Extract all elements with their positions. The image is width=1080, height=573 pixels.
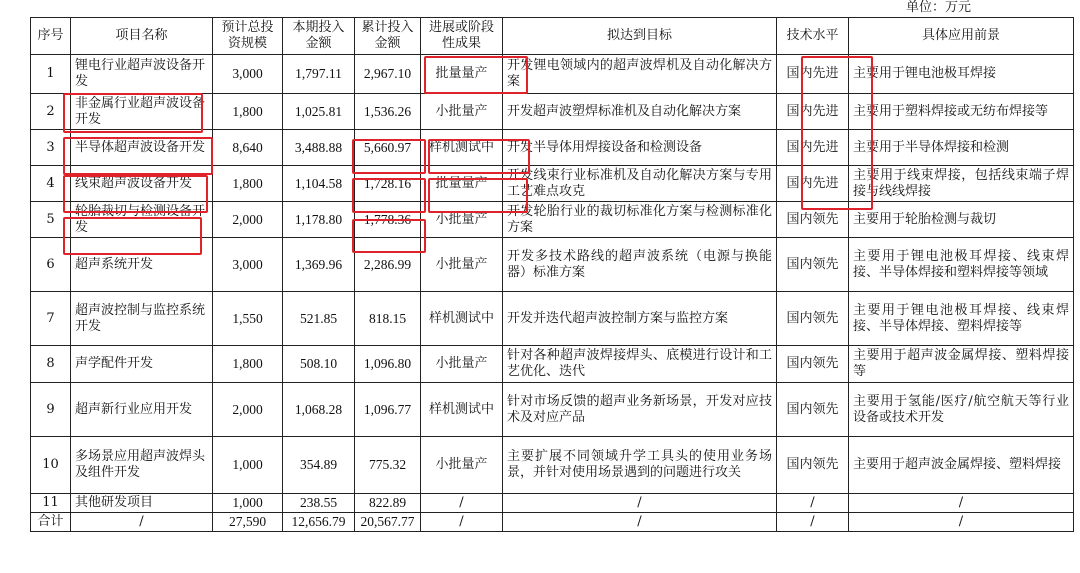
target-cell: 开发锂电领域内的超声波焊机及自动化解决方案 (503, 55, 777, 94)
target-cell: 开发线束行业标准机及自动化解决方案与专用工艺难点攻克 (503, 166, 777, 202)
application-cell: 主要用于超声波金属焊接、塑料焊接等 (849, 346, 1074, 383)
application-cell: 主要用于锂电池极耳焊接 (849, 55, 1074, 94)
planned-investment-cell: 1,800 (213, 94, 283, 130)
planned-investment-cell: 1,000 (213, 437, 283, 494)
planned-investment-cell: 2,000 (213, 202, 283, 238)
target-cell: / (503, 494, 777, 513)
application-cell: 主要用于线束焊接，包括线束端子焊接与线线焊接 (849, 166, 1074, 202)
project-name-cell: / (71, 513, 213, 532)
row-index-cell: 9 (31, 383, 71, 437)
row-index-cell: 4 (31, 166, 71, 202)
planned-investment-cell: 3,000 (213, 238, 283, 292)
progress-status-cell: / (421, 494, 503, 513)
progress-status-cell: 小批量产 (421, 346, 503, 383)
row-index-cell: 2 (31, 94, 71, 130)
tech-level-cell: 国内领先 (777, 292, 849, 346)
tech-level-cell: 国内领先 (777, 202, 849, 238)
progress-status-cell: 小批量产 (421, 202, 503, 238)
cumulative-investment-cell: 1,728.16 (355, 166, 421, 202)
project-name-cell: 超声新行业应用开发 (71, 383, 213, 437)
project-name-cell: 半导体超声波设备开发 (71, 130, 213, 166)
current-investment-cell: 1,178.80 (283, 202, 355, 238)
tech-level-cell: 国内先进 (777, 94, 849, 130)
header-project-name: 项目名称 (71, 18, 213, 55)
target-cell: 开发半导体用焊接设备和检测设备 (503, 130, 777, 166)
progress-status-cell: 样机测试中 (421, 292, 503, 346)
header-tech-level: 技术水平 (777, 18, 849, 55)
progress-status-cell: 批量量产 (421, 166, 503, 202)
planned-investment-cell: 2,000 (213, 383, 283, 437)
target-cell: 开发多技术路线的超声波系统（电源与换能器）标准方案 (503, 238, 777, 292)
tech-level-cell: 国内领先 (777, 346, 849, 383)
application-cell: 主要用于塑料焊接或无纺布焊接等 (849, 94, 1074, 130)
project-name-cell: 多场景应用超声波焊头及组件开发 (71, 437, 213, 494)
project-name-cell: 声学配件开发 (71, 346, 213, 383)
application-cell: 主要用于锂电池极耳焊接、线束焊接、半导体焊接、塑料焊接等 (849, 292, 1074, 346)
rd-projects-table (30, 17, 1074, 532)
target-cell: / (503, 513, 777, 532)
row-index-cell: 11 (31, 494, 71, 513)
application-cell: 主要用于锂电池极耳焊接、线束焊接、半导体焊接和塑料焊接等领域 (849, 238, 1074, 292)
row-index-cell: 6 (31, 238, 71, 292)
project-name-cell: 线束超声波设备开发 (71, 166, 213, 202)
row-index-cell: 8 (31, 346, 71, 383)
target-cell: 主要扩展不同领域升学工具头的使用业务场景，并针对使用场景遇到的问题进行攻关 (503, 437, 777, 494)
cumulative-investment-cell: 1,536.26 (355, 94, 421, 130)
tech-level-cell: 国内先进 (777, 130, 849, 166)
planned-investment-cell: 1,800 (213, 166, 283, 202)
total-row (31, 513, 1074, 532)
current-investment-cell: 1,025.81 (283, 94, 355, 130)
target-cell: 针对各种超声波焊接焊头、底模进行设计和工艺优化、迭代 (503, 346, 777, 383)
current-investment-cell: 508.10 (283, 346, 355, 383)
cumulative-investment-cell: 20,567.77 (355, 513, 421, 532)
current-investment-cell: 3,488.88 (283, 130, 355, 166)
current-investment-cell: 354.89 (283, 437, 355, 494)
project-name-cell: 超声系统开发 (71, 238, 213, 292)
application-cell: 主要用于超声波金属焊接、塑料焊接 (849, 437, 1074, 494)
current-investment-cell: 1,104.58 (283, 166, 355, 202)
project-name-cell: 轮胎裁切与检测设备开发 (71, 202, 213, 238)
target-cell: 针对市场反馈的超声业务新场景，开发对应技术及对应产品 (503, 383, 777, 437)
table-row (31, 94, 1074, 130)
cumulative-investment-cell: 775.32 (355, 437, 421, 494)
unit-label: 单位：万元 (906, 0, 972, 15)
progress-status-cell: 样机测试中 (421, 383, 503, 437)
header-index: 序号 (31, 18, 71, 55)
progress-status-cell: 小批量产 (421, 437, 503, 494)
row-index-cell: 7 (31, 292, 71, 346)
project-name-cell: 超声波控制与监控系统开发 (71, 292, 213, 346)
table-header-row (31, 18, 1074, 55)
application-cell: / (849, 513, 1074, 532)
target-cell: 开发并迭代超声波控制方案与监控方案 (503, 292, 777, 346)
row-index-cell: 5 (31, 202, 71, 238)
planned-investment-cell: 27,590 (213, 513, 283, 532)
table-row (31, 346, 1074, 383)
planned-investment-cell: 3,000 (213, 55, 283, 94)
planned-investment-cell: 8,640 (213, 130, 283, 166)
cumulative-investment-cell: 818.15 (355, 292, 421, 346)
cumulative-investment-cell: 2,967.10 (355, 55, 421, 94)
cumulative-investment-cell: 1,096.77 (355, 383, 421, 437)
current-investment-cell: 1,369.96 (283, 238, 355, 292)
target-cell: 开发轮胎行业的裁切标准化方案与检测标准化方案 (503, 202, 777, 238)
header-planned-investment: 预计总投资规模 (213, 18, 283, 55)
tech-level-cell: 国内领先 (777, 437, 849, 494)
application-cell: 主要用于半导体焊接和检测 (849, 130, 1074, 166)
table-row (31, 494, 1074, 513)
current-investment-cell: 1,797.11 (283, 55, 355, 94)
header-cumulative-investment: 累计投入金额 (355, 18, 421, 55)
cumulative-investment-cell: 1,096.80 (355, 346, 421, 383)
tech-level-cell: / (777, 494, 849, 513)
tech-level-cell: 国内领先 (777, 238, 849, 292)
current-investment-cell: 238.55 (283, 494, 355, 513)
current-investment-cell: 12,656.79 (283, 513, 355, 532)
project-name-cell: 其他研发项目 (71, 494, 213, 513)
row-index-cell: 1 (31, 55, 71, 94)
row-index-cell: 3 (31, 130, 71, 166)
table-row (31, 292, 1074, 346)
tech-level-cell: 国内先进 (777, 166, 849, 202)
header-current-investment: 本期投入金额 (283, 18, 355, 55)
cumulative-investment-cell: 822.89 (355, 494, 421, 513)
table-row (31, 437, 1074, 494)
table-row (31, 130, 1074, 166)
planned-investment-cell: 1,800 (213, 346, 283, 383)
header-progress: 进展或阶段性成果 (421, 18, 503, 55)
cumulative-investment-cell: 2,286.99 (355, 238, 421, 292)
target-cell: 开发超声波塑焊标准机及自动化解决方案 (503, 94, 777, 130)
header-application: 具体应用前景 (849, 18, 1074, 55)
planned-investment-cell: 1,000 (213, 494, 283, 513)
row-index-cell: 合计 (31, 513, 71, 532)
table-row (31, 55, 1074, 94)
tech-level-cell: 国内领先 (777, 383, 849, 437)
cumulative-investment-cell: 5,660.97 (355, 130, 421, 166)
table-row (31, 166, 1074, 202)
progress-status-cell: 样机测试中 (421, 130, 503, 166)
table-row (31, 383, 1074, 437)
progress-status-cell: / (421, 513, 503, 532)
project-name-cell: 非金属行业超声波设备开发 (71, 94, 213, 130)
progress-status-cell: 小批量产 (421, 94, 503, 130)
table-row (31, 202, 1074, 238)
progress-status-cell: 小批量产 (421, 238, 503, 292)
application-cell: 主要用于轮胎检测与裁切 (849, 202, 1074, 238)
cumulative-investment-cell: 1,778.36 (355, 202, 421, 238)
current-investment-cell: 1,068.28 (283, 383, 355, 437)
tech-level-cell: / (777, 513, 849, 532)
header-target: 拟达到目标 (503, 18, 777, 55)
table-row (31, 238, 1074, 292)
project-name-cell: 锂电行业超声波设备开发 (71, 55, 213, 94)
row-index-cell: 10 (31, 437, 71, 494)
application-cell: 主要用于氢能/医疗/航空航天等行业设备或技术开发 (849, 383, 1074, 437)
application-cell: / (849, 494, 1074, 513)
tech-level-cell: 国内先进 (777, 55, 849, 94)
planned-investment-cell: 1,550 (213, 292, 283, 346)
current-investment-cell: 521.85 (283, 292, 355, 346)
progress-status-cell: 批量量产 (421, 55, 503, 94)
